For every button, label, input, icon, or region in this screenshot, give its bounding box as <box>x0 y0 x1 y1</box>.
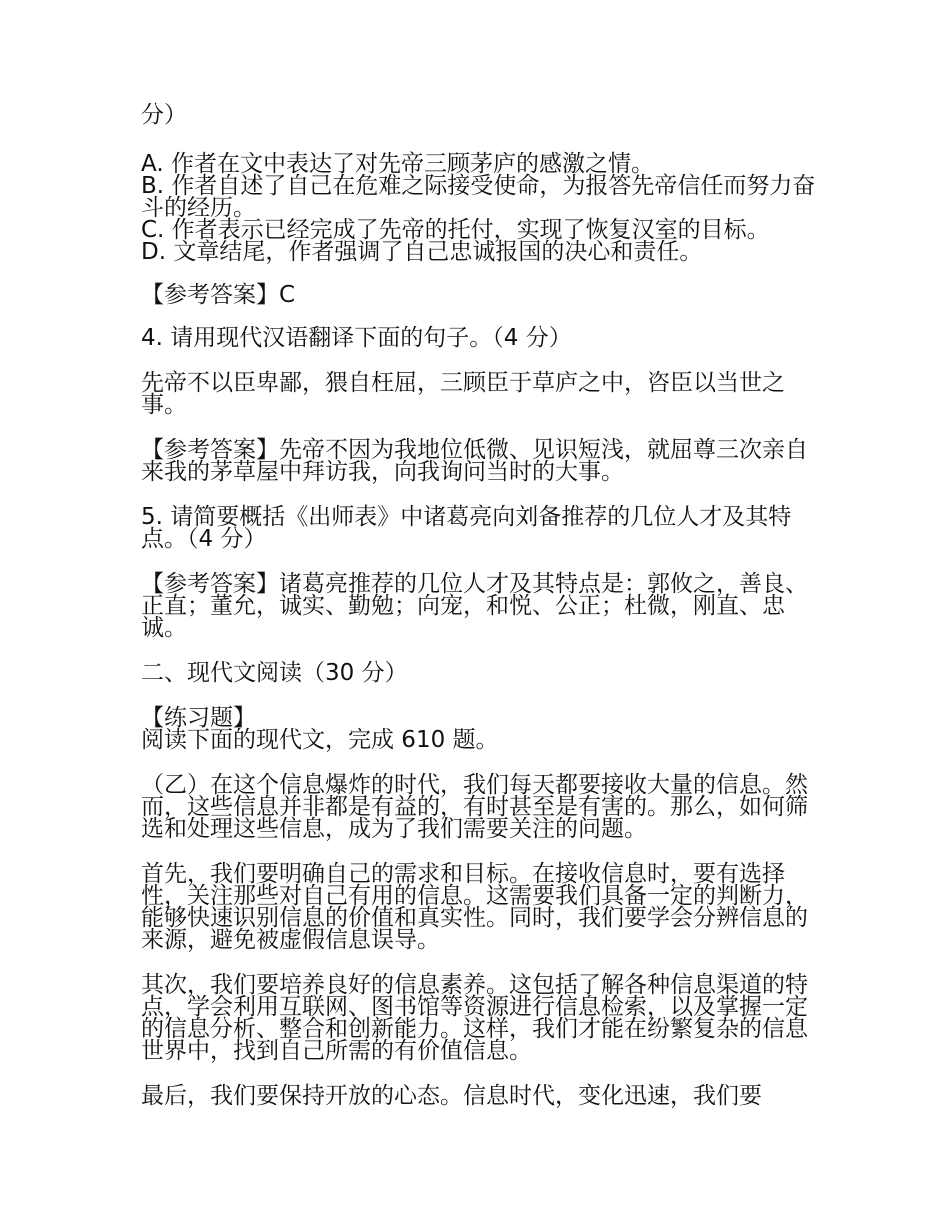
section-heading: 二、现代文阅读（30 分） <box>141 660 408 686</box>
reading-instruction: 阅读下面的现代文，完成 610 题。 <box>141 727 499 753</box>
option-b: B. 作者自述了自己在危难之际接受使命，为报答先帝信任而努力奋斗的经历。 <box>141 173 816 221</box>
answer-3: 【参考答案】C <box>141 282 296 308</box>
option-a: A. 作者在文中表达了对先帝三顾茅庐的感激之情。 <box>141 151 654 177</box>
question-4: 4. 请用现代汉语翻译下面的句子。（4 分） <box>141 325 572 351</box>
question3-tail: 分） <box>141 102 187 128</box>
document-page <box>141 104 821 1107</box>
passage-paragraph: 最后，我们要保持开放的心态。信息时代，变化迅速，我们要 <box>141 1083 762 1109</box>
answer-4: 【参考答案】先帝不因为我地位低微、见识短浅，就屈尊三次亲自来我的茅草屋中拜访我，向我询问当时的大事。 <box>141 437 808 485</box>
passage-paragraph: 首先，我们要明确自己的需求和目标。在接收信息时，要有选择性，关注那些对自己有用的信息。这需要我们具备一定的判断力，能够快速识别信息的价值和真实性。同时，我们要学会分辨信息的来源，避免被虚假信息误导。 <box>141 861 808 953</box>
answer-5: 【参考答案】诸葛亮推荐的几位人才及其特点是：郭攸之，善良、正直；董允，诚实、勤勉；向宠，和悦、公正；杜微，刚直、忠诚。 <box>141 571 808 641</box>
question-5: 5. 请简要概括《出师表》中诸葛亮向刘备推荐的几位人才及其特点。（4 分） <box>141 504 792 552</box>
option-c: C. 作者表示已经完成了先帝的托付，实现了恢复汉室的目标。 <box>141 217 770 243</box>
question-4-sentence: 先帝不以臣卑鄙，猥自枉屈，三顾臣于草庐之中，咨臣以当世之事。 <box>141 370 785 418</box>
passage-paragraph: 其次，我们要培养良好的信息素养。这包括了解各种信息渠道的特点，学会利用互联网、图书馆等资源进行信息检索，以及掌握一定的信息分析、整合和创新能力。这样，我们才能在纷繁复杂的信息世界中，找到自己所需的有价值信息。 <box>141 972 808 1064</box>
practice-label: 【练习题】 <box>141 705 256 731</box>
option-d: D. 文章结尾，作者强调了自己忠诚报国的决心和责任。 <box>141 239 703 265</box>
passage-paragraph: （乙）在这个信息爆炸的时代，我们每天都要接收大量的信息。然而，这些信息并非都是有益的，有时甚至是有害的。那么，如何筛选和处理这些信息，成为了我们需要关注的问题。 <box>141 772 808 842</box>
